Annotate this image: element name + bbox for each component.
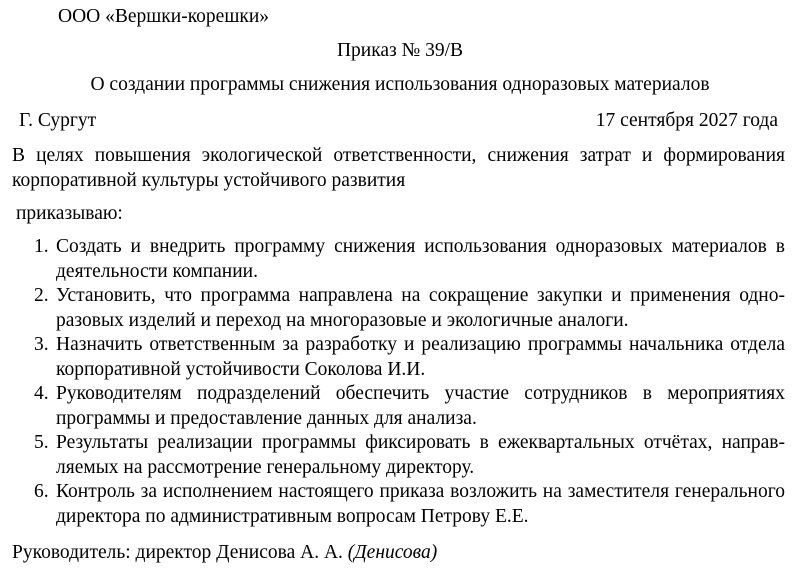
signature-name: (Денисова) bbox=[347, 542, 438, 563]
order-item-text: Создать и внедрить программу снижения использования одноразовых материалов в деятельности компании. bbox=[56, 236, 785, 282]
order-item bbox=[12, 333, 785, 382]
order-word: приказываю: bbox=[16, 203, 123, 224]
order-item-text: Результаты реализации программы фиксировать в ежеквартальных отчётах, направляемых на рассмотрение генеральному директору. bbox=[56, 432, 785, 478]
order-item bbox=[12, 382, 785, 431]
document-city: Г. Сургут bbox=[19, 110, 97, 131]
order-item-text: Руководителям подразделений обеспечить участие сотрудников в мероприятиях программы и предоставление данных для анализа. bbox=[56, 383, 785, 429]
order-item-text: Назначить ответственным за разработку и реализацию программы начальника отдела корпоративной устойчивости Соколова И.И. bbox=[56, 334, 785, 380]
document-date: 17 сентября 2027 года bbox=[595, 110, 778, 131]
signature-label: Руководитель: директор Денисова А. А. bbox=[12, 542, 343, 563]
order-item bbox=[12, 431, 785, 480]
order-item-number: 6. bbox=[34, 481, 49, 502]
order-item-number: 1. bbox=[34, 236, 49, 257]
order-item bbox=[12, 284, 785, 333]
order-item-number: 5. bbox=[34, 432, 49, 453]
signature-line bbox=[12, 541, 437, 565]
order-item bbox=[12, 480, 785, 529]
order-item-number: 3. bbox=[34, 334, 49, 355]
organization-name: ООО «Вершки-корешки» bbox=[58, 6, 270, 27]
order-items-list bbox=[12, 235, 785, 529]
document-title: Приказ № 39/В bbox=[336, 40, 464, 61]
preamble-paragraph: В целях повышения экологической ответственности, снижения затрат и формирования корпоративной культуры устойчивого развития bbox=[12, 145, 785, 191]
order-item-text: Контроль за исполнением настоящего приказа возложить на заместителя генерального директора по административным вопросам Петрову Е.Е. bbox=[56, 481, 785, 527]
order-item-text: Установить, что программа направлена на сокращение закупки и применения одноразовых изделий и переход на многоразовые и экологичные аналоги. bbox=[56, 285, 785, 331]
order-item-number: 2. bbox=[34, 285, 49, 306]
order-item bbox=[12, 235, 785, 284]
order-item-number: 4. bbox=[34, 383, 49, 404]
document-subject: О создании программы снижения использования одноразовых материалов bbox=[90, 74, 710, 95]
